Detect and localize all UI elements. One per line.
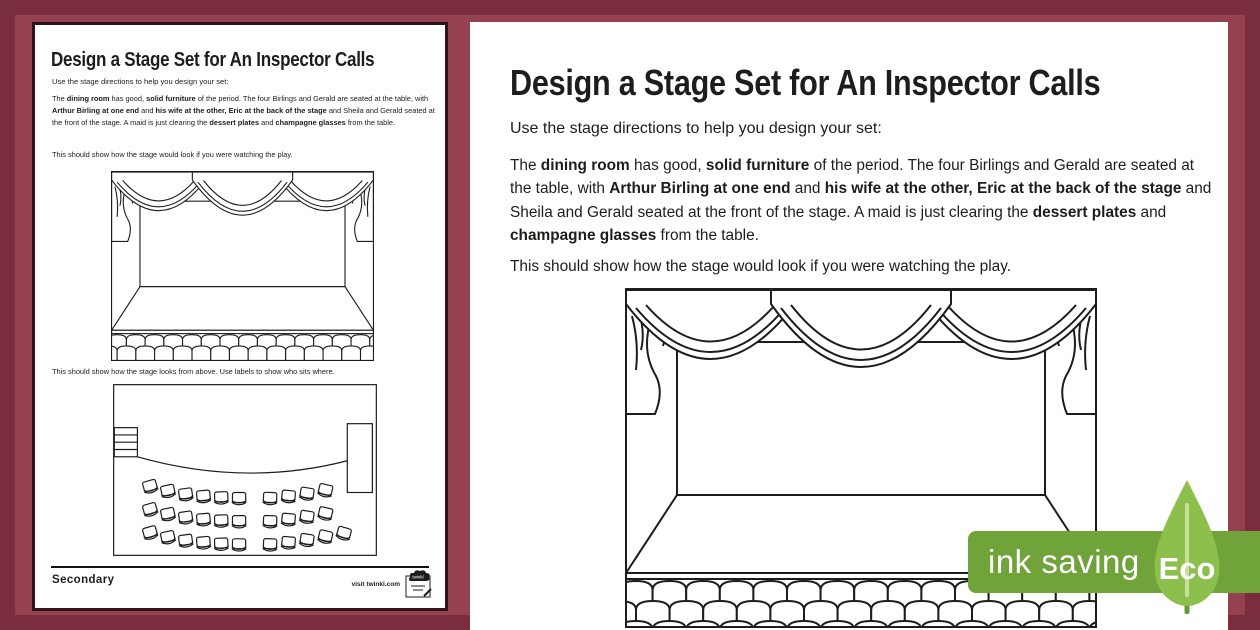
twinkl-logo-icon bbox=[405, 569, 433, 599]
stage-directions-paragraph: The dining room has good, solid furniture of the period. The four Birlings and Gerald are seated at the table, with Arthur Birling at one end and his wife at the other, Eric at the back of the stage and Sheila and Gerald seated at the front of the stage. A maid is just clearing the dessert plates and champagne glasses from the table. bbox=[510, 157, 1212, 245]
footer-branding bbox=[352, 569, 433, 599]
ink-saving-label: ink saving bbox=[988, 543, 1140, 580]
stage-directions-paragraph: The dining room has good, solid furniture of the period. The four Birlings and Gerald are seated at the table, with Arthur Birling at one end and his wife at the other, Eric at the back of the stage and Sheila and Gerald seated at the front of the stage. A maid is just clearing the dessert plates and champagne glasses from the table. bbox=[52, 94, 435, 127]
worksheet-intro: Use the stage directions to help you design your set: bbox=[52, 77, 229, 86]
footer-divider bbox=[51, 566, 429, 568]
top-view-caption: This should show how the stage looks from above. Use labels to show who sits where. bbox=[52, 367, 335, 376]
front-view-caption: This should show how the stage would look if you were watching the play. bbox=[52, 150, 293, 159]
stage-top-view-illustration bbox=[113, 384, 377, 556]
worksheet-title: Design a Stage Set for An Inspector Calls bbox=[510, 62, 1101, 103]
eco-label: Eco bbox=[1158, 551, 1216, 586]
eco-leaf-icon bbox=[1143, 477, 1231, 615]
stage-front-illustration bbox=[111, 171, 374, 361]
visit-twinkl-label: visit twinkl.com bbox=[351, 580, 400, 588]
worksheet-title: Design a Stage Set for An Inspector Calls bbox=[51, 49, 375, 71]
phase-label: Secondary bbox=[52, 574, 115, 586]
front-view-caption: This should show how the stage would look if you were watching the play. bbox=[510, 258, 1012, 275]
svg-text:twinkl: twinkl bbox=[412, 574, 424, 580]
worksheet-page-thumbnail bbox=[32, 22, 448, 611]
worksheet-intro: Use the stage directions to help you design your set: bbox=[510, 120, 882, 137]
